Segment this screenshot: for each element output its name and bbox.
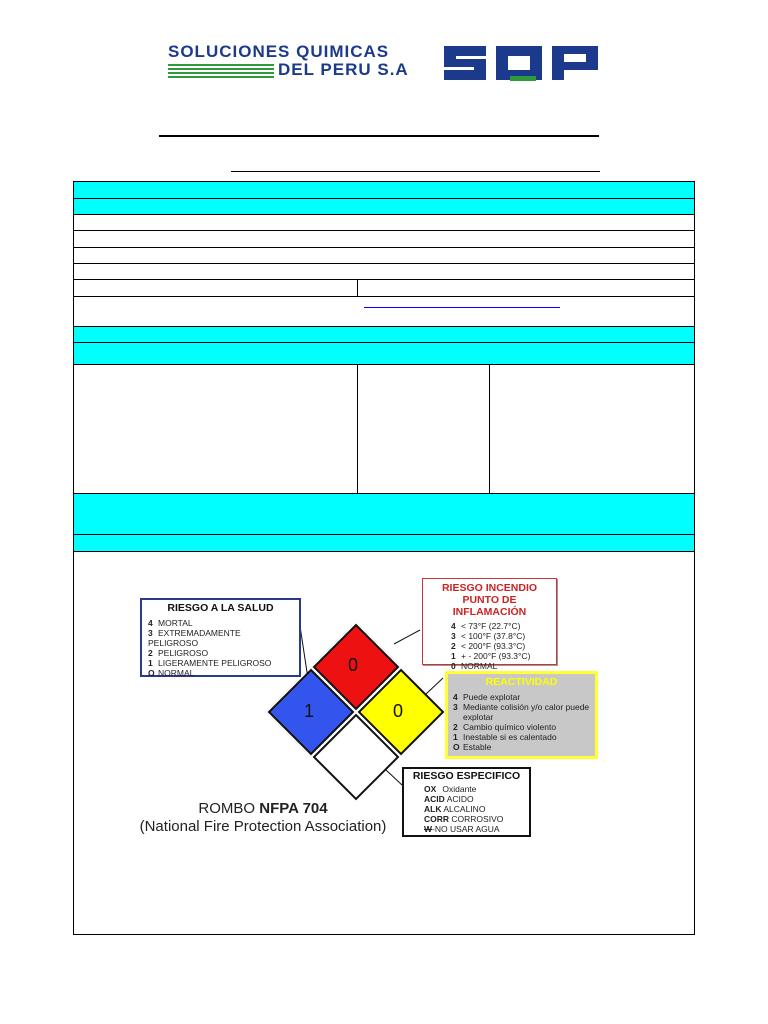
nfpa-caption-line2: (National Fire Protection Association) [139, 818, 387, 835]
fire-legend-row: 2 < 200°F (93.3°C) [451, 641, 526, 651]
fire-legend-title: RIESGO INCENDIO PUNTO DE INFLAMACIÓN [441, 582, 538, 618]
web-link-underline[interactable] [364, 307, 560, 308]
specific-risk-row: W-NO USAR AGUA [424, 824, 500, 834]
specific-risk-row: ACID ACIDO [424, 794, 474, 804]
column-divider [489, 365, 490, 493]
fire-rating-value: 0 [348, 655, 359, 675]
company-name-line1: SOLUCIONES QUIMICAS [168, 42, 390, 61]
specific-risk-row: OX Oxidante [424, 784, 477, 794]
nfpa-caption-line1: ROMBO NFPA 704 [198, 800, 328, 817]
row-divider [74, 214, 694, 215]
section-header-1 [74, 182, 694, 198]
health-legend-row: O NORMAL [148, 668, 195, 678]
fire-legend [422, 578, 557, 671]
logo-stripes [168, 64, 274, 78]
column-divider [357, 279, 358, 296]
row-divider [74, 263, 694, 264]
fire-legend-row: 0 NORMAL [451, 661, 498, 671]
health-legend-row: 3 EXTREMADAMENTE PELIGROSO [148, 628, 241, 648]
column-divider [357, 365, 358, 493]
row-divider [74, 279, 694, 280]
reactivity-legend-row: 4 Puede explotar [453, 692, 521, 702]
reactivity-legend-row: 3 Mediante colisión y/o calor puede explotar [453, 702, 590, 722]
fire-legend-row: 1 + - 200°F (93.3°C) [451, 651, 531, 661]
row-divider [74, 230, 694, 231]
row-divider [74, 364, 694, 365]
company-logo [166, 42, 602, 84]
reactivity-legend-row: 2 Cambio químico violento [453, 722, 557, 732]
section-header-3 [74, 327, 694, 342]
fire-legend-row: 4 < 73°F (22.7°C) [451, 621, 521, 631]
health-legend [140, 598, 301, 677]
reactivity-legend-row: 1 Inestable si es calentado [453, 732, 557, 742]
section-header-5 [74, 494, 694, 534]
specific-risk-row: ALK ALCALINO [424, 804, 486, 814]
subtitle-rule [231, 171, 600, 172]
section-header-4 [74, 343, 694, 364]
reactivity-legend [445, 671, 598, 759]
row-divider [74, 296, 694, 297]
reactivity-legend-title: REACTIVIDAD [485, 676, 558, 688]
health-legend-row: 4 MORTAL [148, 618, 193, 628]
reactivity-legend-row: O Estable [453, 742, 492, 752]
specific-risk-legend [402, 767, 531, 837]
health-legend-row: 1 LIGERAMENTE PELIGROSO [148, 658, 272, 668]
specific-risk-legend-title: RIESGO ESPECIFICO [412, 770, 521, 782]
health-legend-row: 2 PELIGROSO [148, 648, 209, 658]
nfpa-caption [138, 800, 388, 836]
reactivity-rating-value: 0 [393, 701, 404, 721]
company-name-line2: DEL PERU S.A [278, 60, 409, 79]
row-divider [74, 551, 694, 552]
health-rating-value: 1 [304, 701, 315, 721]
fire-legend-row: 3 < 100°F (37.8°C) [451, 631, 526, 641]
specific-risk-row: CORR CORROSIVO [424, 814, 504, 824]
row-divider [74, 247, 694, 248]
section-header-6 [74, 535, 694, 551]
section-header-2 [74, 199, 694, 214]
title-rule [159, 135, 599, 137]
health-legend-title: RIESGO A LA SALUD [167, 602, 274, 614]
sqp-logo-mark [440, 42, 602, 84]
